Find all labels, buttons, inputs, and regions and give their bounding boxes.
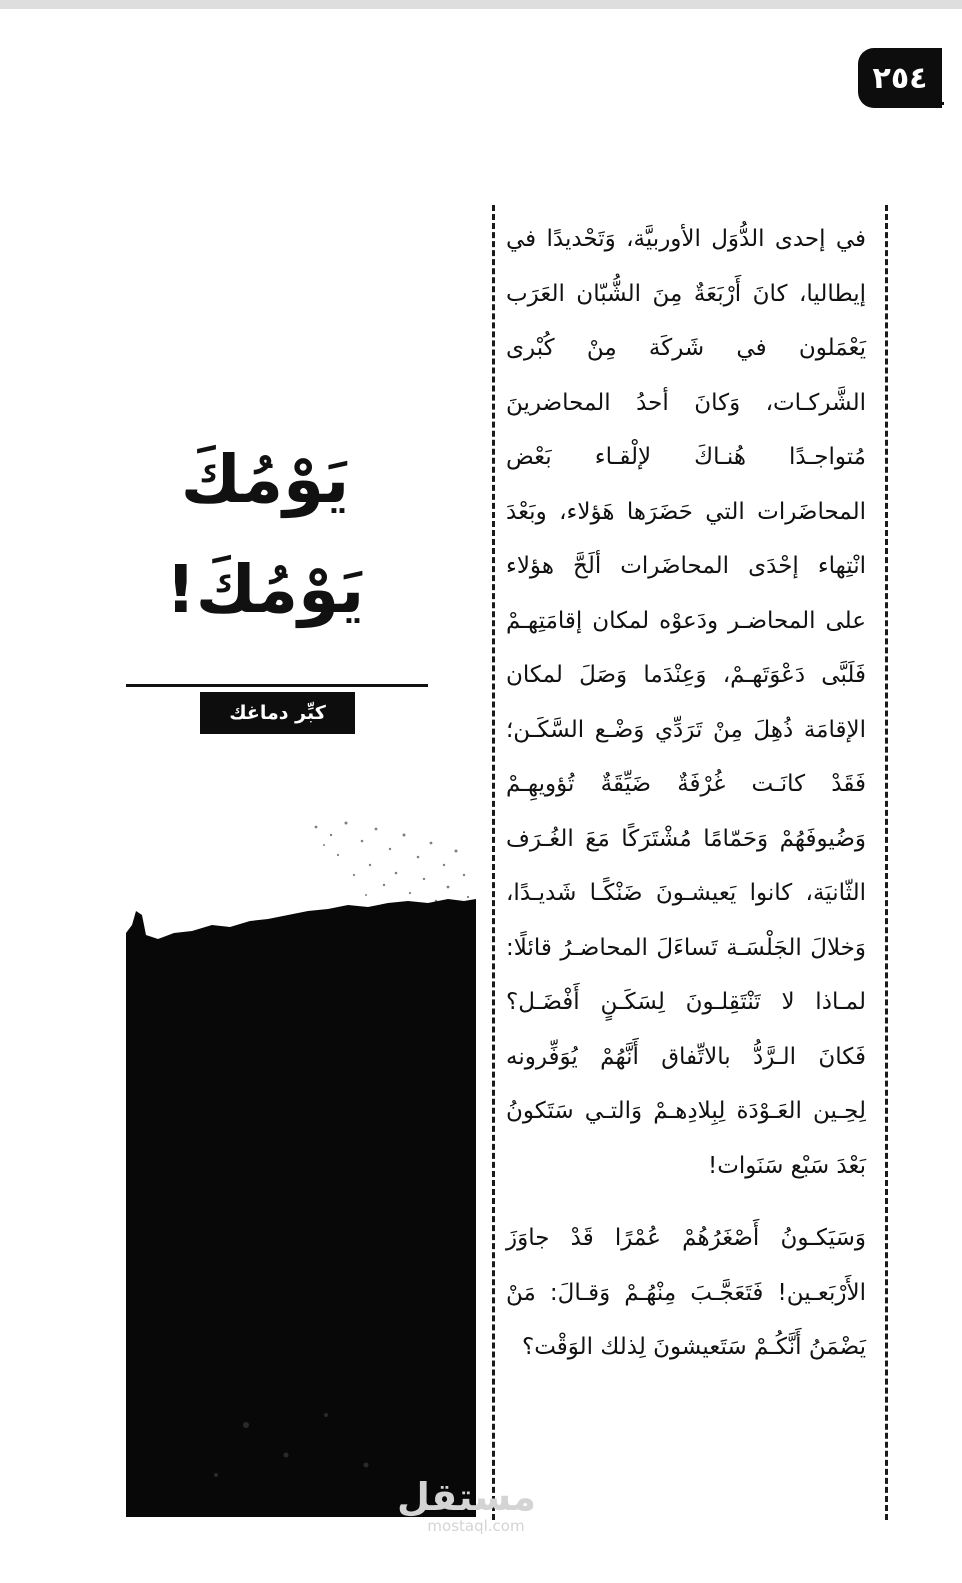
article-title-line-1: يَوْمُكَ xyxy=(180,441,350,518)
hillside-photo xyxy=(126,815,476,1517)
watermark-url: mostaql.com xyxy=(427,1517,525,1535)
top-edge-bar xyxy=(0,0,962,9)
page-number-badge xyxy=(858,48,942,108)
article-title-line-2: يَوْمُكَ! xyxy=(165,551,365,628)
author-label xyxy=(200,692,355,734)
site-watermark xyxy=(397,1475,536,1535)
sky-speckle xyxy=(315,822,470,903)
author-name: كبِّر دماغك xyxy=(229,702,326,724)
page-number: ٢٥٤ xyxy=(872,60,928,96)
title-divider xyxy=(126,684,428,687)
paragraph-2: وَسَيَكـونُ أَصْغَرُهُمْ عُمْرًا قَدْ جاوَزَ الأَرْبَعـين! فَتَعَجَّـبَ مِنْهُـمْ وَقـالَ: مَنْ يَضْمَنُ أَنَّكُـمْ سَتَعيشونَ لِذلك الوَقْت؟ xyxy=(506,1225,866,1360)
page-number-rule xyxy=(930,102,944,105)
hill-silhouette xyxy=(126,899,476,1517)
watermark-logo: مستقل xyxy=(397,1475,536,1519)
paragraph-1: في إحدى الدُّوَل الأوربيَّة، وَتَحْديدًا في إيطاليا، كانَ أَرْبَعَةٌ مِنَ الشُّبّان العَرَب يَعْمَلون في شَركَة مِنْ كُبْرى الشَّركـات، وَكانَ أحدُ المحاضرينَ مُتواجـدًا هُنـاكَ لإلْقـاء بَعْض المحاضَرات التي حَضَرَها هَؤلاء، وبَعْدَ انْتِهاء إحْدَى المحاضَرات ألَحَّ هؤلاء على المحاضـر ودَعوْه لمكان إقامَتِهـمْ فَلَبَّى دَعْوَتَهـمْ، وَعِنْدَما وَصَلَ لمكان الإقامَة ذُهِلَ مِنْ تَرَدِّي وَضْـع السَّكَـن؛ فَقَدْ كانَـت غُرْفَةٌ ضَيِّقَةٌ تُؤويهِـمْ وَضُيوفَهُمْ وَحَمّامًا مُشْتَرَكًا مَعَ الغُـرَف الثّانيَة، كانوا يَعيشـونَ ضَنْكًـا شَديـدًا، وَخلالَ الجَلْسَـة تَساءَلَ المحاضـرُ قائلًا: لمـاذا لا تَنْتَقِلـونَ لِسَكَـنٍ أَفْضَـل؟ فَكانَ الـرَّدُّ بالاتِّفاق أَنَّهُمْ يُوَفِّرونه لِحِـين العَـوْدَة لِبِلادِهـمْ وَالتـي سَتَكونُ بَعْدَ سَبْع سَنَوات! xyxy=(506,226,866,1179)
article-body xyxy=(506,212,866,1375)
